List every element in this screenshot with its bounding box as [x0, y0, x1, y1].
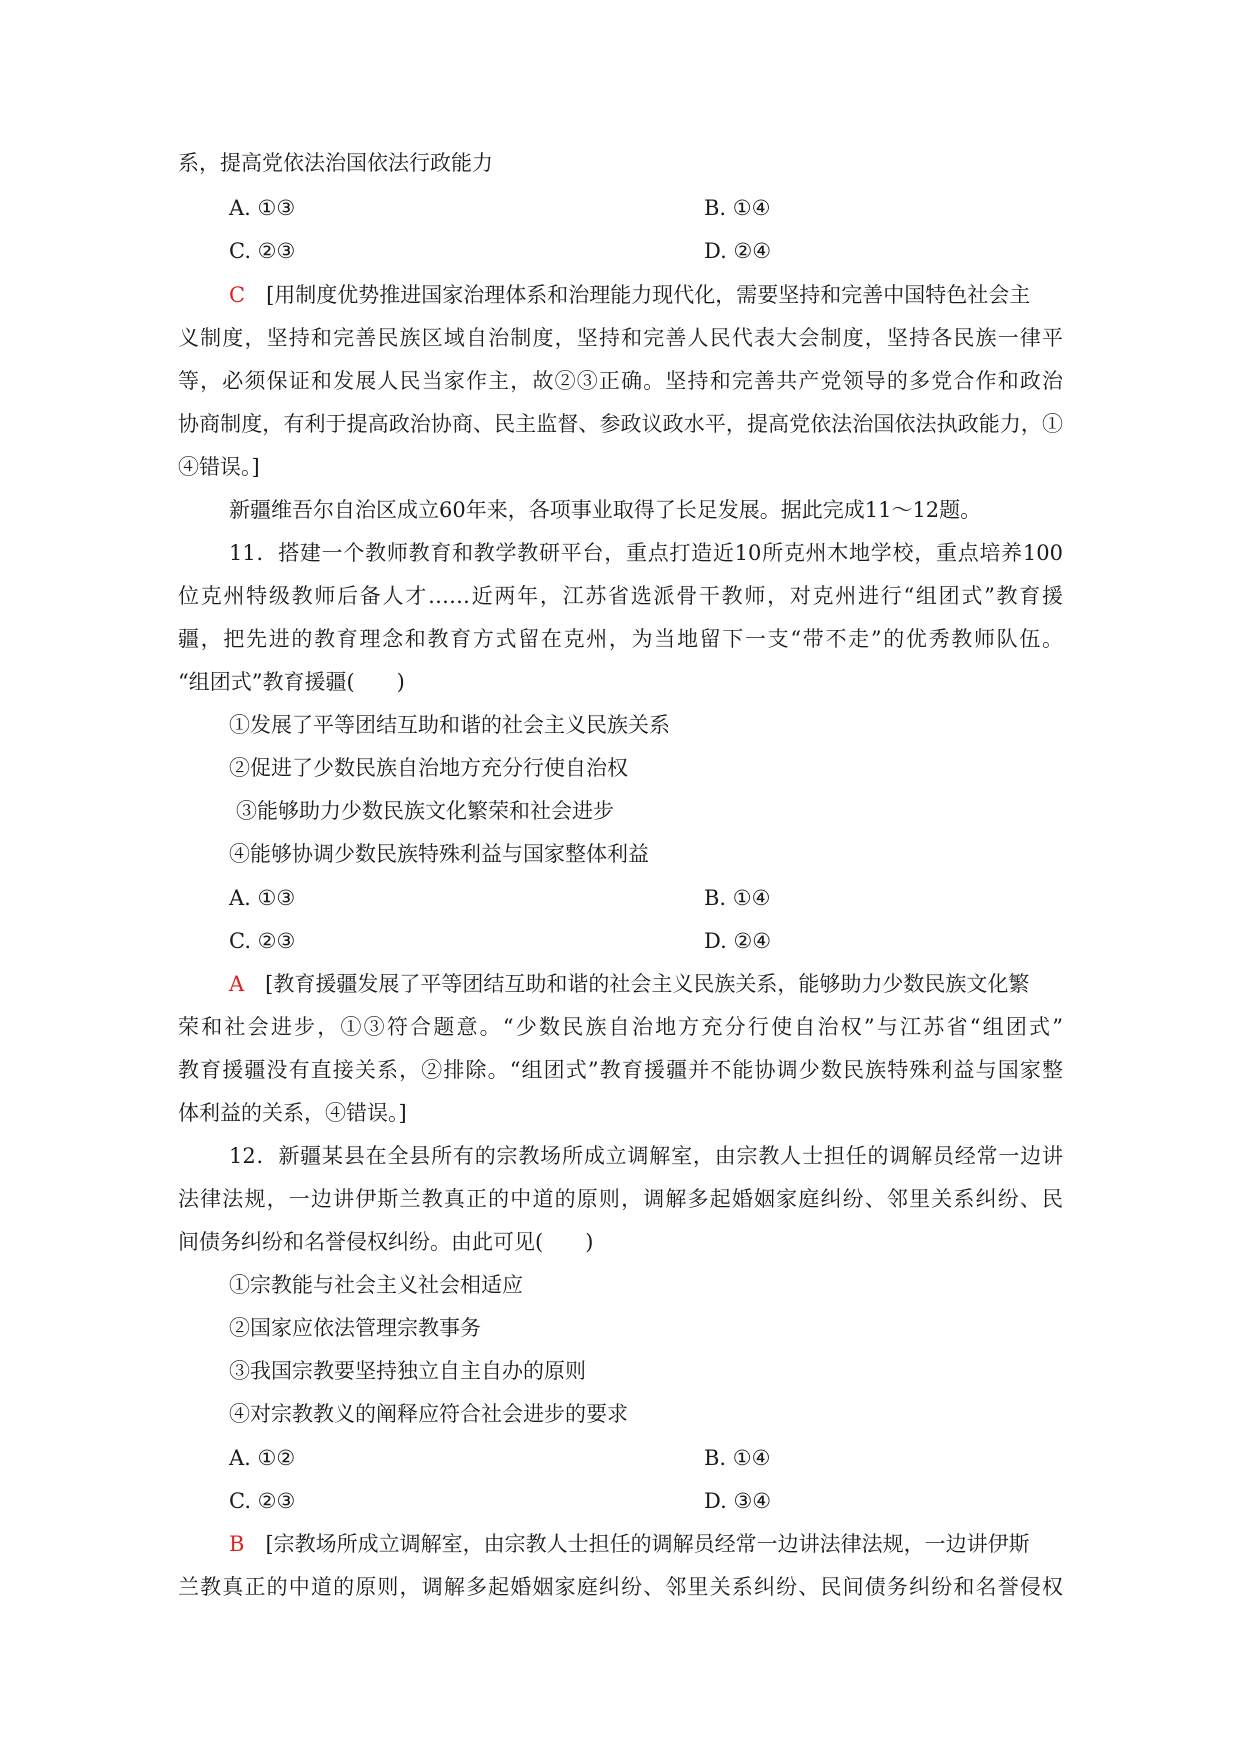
q11-statement-2: ②促进了少数民族自治地方充分行使自治权	[229, 756, 628, 780]
q12-statement-4: ④对宗教教义的阐释应符合社会进步的要求	[229, 1402, 628, 1426]
q10-explanation-line-1: [用制度优势推进国家治理体系和治理能力现代化，需要坚持和完善中国特色社会主	[266, 283, 1031, 307]
q11-stem-line-2: 位克州特级教师后备人才……近两年，江苏省选派骨干教师，对克州进行“组团式”教育援	[178, 584, 1063, 608]
q11-answer-line	[229, 969, 1063, 999]
q10-option-b: B. ①④	[704, 196, 771, 220]
q11-stem-line-1: 11．搭建一个教师教育和教学教研平台，重点打造近10所克州木地学校，重点培养100	[229, 541, 1063, 565]
q12-stem-line-2: 法律法规，一边讲伊斯兰教真正的中道的原则，调解多起婚姻家庭纠纷、邻里关系纠纷、民	[178, 1187, 1063, 1211]
q12-option-a: A. ①②	[229, 1446, 296, 1470]
q11-stem-line-3: 疆，把先进的教育理念和教育方式留在克州，为当地留下一支“带不走”的优秀教师队伍。	[178, 627, 1063, 651]
q12-option-c: C. ②③	[229, 1489, 296, 1513]
q11-option-a: A. ①③	[229, 886, 296, 910]
q11-option-d: D. ②④	[704, 929, 772, 953]
q12-stem-line-3: 间债务纠纷和名誉侵权纠纷。由此可见( )	[178, 1230, 594, 1254]
q11-explanation-line-3: 教育援疆没有直接关系，②排除。“组团式”教育援疆并不能协调少数民族特殊利益与国家整	[178, 1058, 1063, 1082]
q11-option-c: C. ②③	[229, 929, 296, 953]
q11-explanation-line-1: [教育援疆发展了平等团结互助和谐的社会主义民族关系，能够助力少数民族文化繁	[265, 972, 1030, 996]
q11-option-b: B. ①④	[704, 886, 771, 910]
q10-answer-letter: C	[229, 283, 246, 307]
q10-option-c: C. ②③	[229, 239, 296, 263]
q10-explanation-line-2: 义制度，坚持和完善民族区域自治制度，坚持和完善人民代表大会制度，坚持各民族一律平	[178, 326, 1063, 350]
q11-stem-line-4: “组团式”教育援疆( )	[178, 670, 405, 694]
q10-explanation-line-3: 等，必须保证和发展人民当家作主，故②③正确。坚持和完善共产党领导的多党合作和政治	[178, 369, 1063, 393]
q10-explanation-line-5: ④错误。]	[178, 455, 260, 479]
q11-answer-letter: A	[229, 972, 245, 996]
q11-statement-4: ④能够协调少数民族特殊利益与国家整体利益	[229, 842, 649, 866]
q12-explanation-line-1: [宗教场所成立调解室，由宗教人士担任的调解员经常一边讲法律法规，一边讲伊斯	[265, 1532, 1030, 1556]
q12-stem-line-1: 12．新疆某县在全县所有的宗教场所成立调解室，由宗教人士担任的调解员经常一边讲	[229, 1144, 1063, 1168]
q12-statement-1: ①宗教能与社会主义社会相适应	[229, 1273, 523, 1297]
q12-option-d: D. ③④	[704, 1489, 772, 1513]
q11-explanation-line-2: 荣和社会进步，①③符合题意。“少数民族自治地方充分行使自治权”与江苏省“组团式”	[178, 1015, 1063, 1039]
q10-answer-line	[229, 280, 1063, 310]
q12-answer-line	[229, 1529, 1063, 1559]
q10-option-a: A. ①③	[229, 196, 296, 220]
q11-statement-3: ③能够助力少数民族文化繁荣和社会进步	[236, 799, 614, 823]
section-intro: 新疆维吾尔自治区成立60年来，各项事业取得了长足发展。据此完成11～12题。	[229, 498, 982, 522]
q12-answer-letter: B	[229, 1532, 245, 1556]
q12-statement-2: ②国家应依法管理宗教事务	[229, 1316, 481, 1340]
q10-explanation-line-4: 协商制度，有利于提高政治协商、民主监督、参政议政水平，提高党依法治国依法执政能力，①	[178, 412, 1063, 436]
q12-explanation-line-2: 兰教真正的中道的原则，调解多起婚姻家庭纠纷、邻里关系纠纷、民间债务纠纷和名誉侵权	[178, 1575, 1063, 1599]
q12-option-b: B. ①④	[704, 1446, 771, 1470]
q12-statement-3: ③我国宗教要坚持独立自主自办的原则	[229, 1359, 586, 1383]
q11-statement-1: ①发展了平等团结互助和谐的社会主义民族关系	[229, 713, 670, 737]
q10-stem-tail: 系，提高党依法治国依法行政能力	[178, 151, 493, 175]
q10-option-d: D. ②④	[704, 239, 772, 263]
q11-explanation-line-4: 体利益的关系，④错误。]	[178, 1101, 407, 1125]
